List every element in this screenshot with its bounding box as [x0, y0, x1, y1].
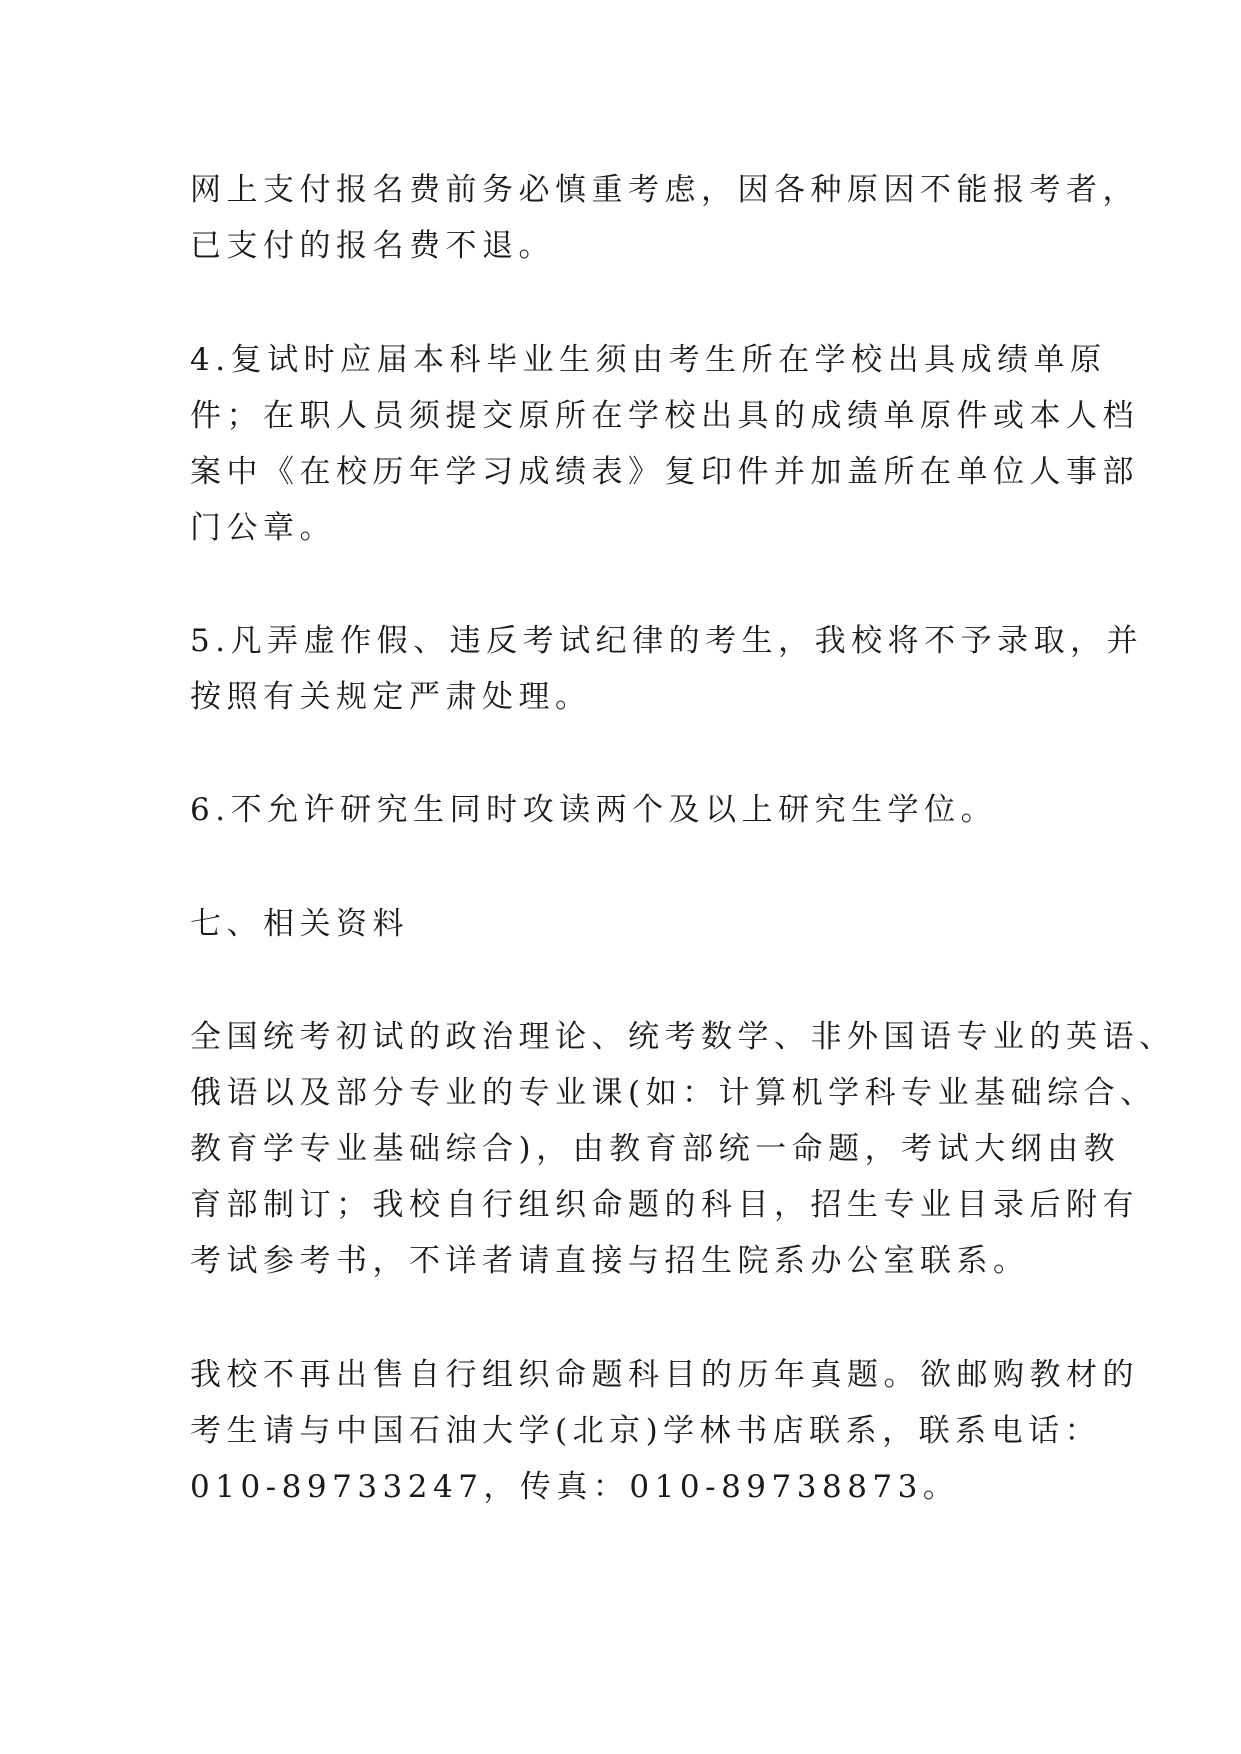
paragraph-line: 6.不允许研究生同时攻读两个及以上研究生学位。: [190, 792, 998, 828]
paragraph-line: 案中《在校历年学习成绩表》复印件并加盖所在单位人事部: [190, 454, 1139, 490]
paragraph-line: 010-89733247，传真：010-89738873。: [190, 1469, 960, 1505]
section-heading: 七、相关资料: [190, 906, 409, 942]
paragraph-line: 已支付的报名费不退。: [190, 228, 555, 264]
paragraph-line: 按照有关规定严肃处理。: [190, 679, 592, 715]
paragraph-line: 全国统考初试的政治理论、统考数学、非外国语专业的英语、: [190, 1019, 1176, 1055]
paragraph-line: 考试参考书，不详者请直接与招生院系办公室联系。: [190, 1243, 1030, 1279]
paragraph-line: 5.凡弄虚作假、违反考试纪律的考生，我校将不予录取，并: [190, 623, 1144, 659]
paragraph-line: 教育学专业基础综合)，由教育部统一命题，考试大纲由教: [190, 1131, 1121, 1167]
paragraph-line: 件；在职人员须提交原所在学校出具的成绩单原件或本人档: [190, 398, 1139, 434]
paragraph-line: 育部制订；我校自行组织命题的科目，招生专业目录后附有: [190, 1187, 1139, 1223]
paragraph-line: 门公章。: [190, 510, 336, 546]
paragraph-line: 俄语以及部分专业的专业课(如：计算机学科专业基础综合、: [190, 1075, 1157, 1111]
paragraph-line: 我校不再出售自行组织命题科目的历年真题。欲邮购教材的: [190, 1357, 1139, 1393]
paragraph-line: 4.复试时应届本科毕业生须由考生所在学校出具成绩单原: [190, 342, 1107, 378]
paragraph-line: 考生请与中国石油大学(北京)学林书店联系，联系电话：: [190, 1413, 1102, 1449]
paragraph-line: 网上支付报名费前务必慎重考虑，因各种原因不能报考者，: [190, 172, 1139, 208]
